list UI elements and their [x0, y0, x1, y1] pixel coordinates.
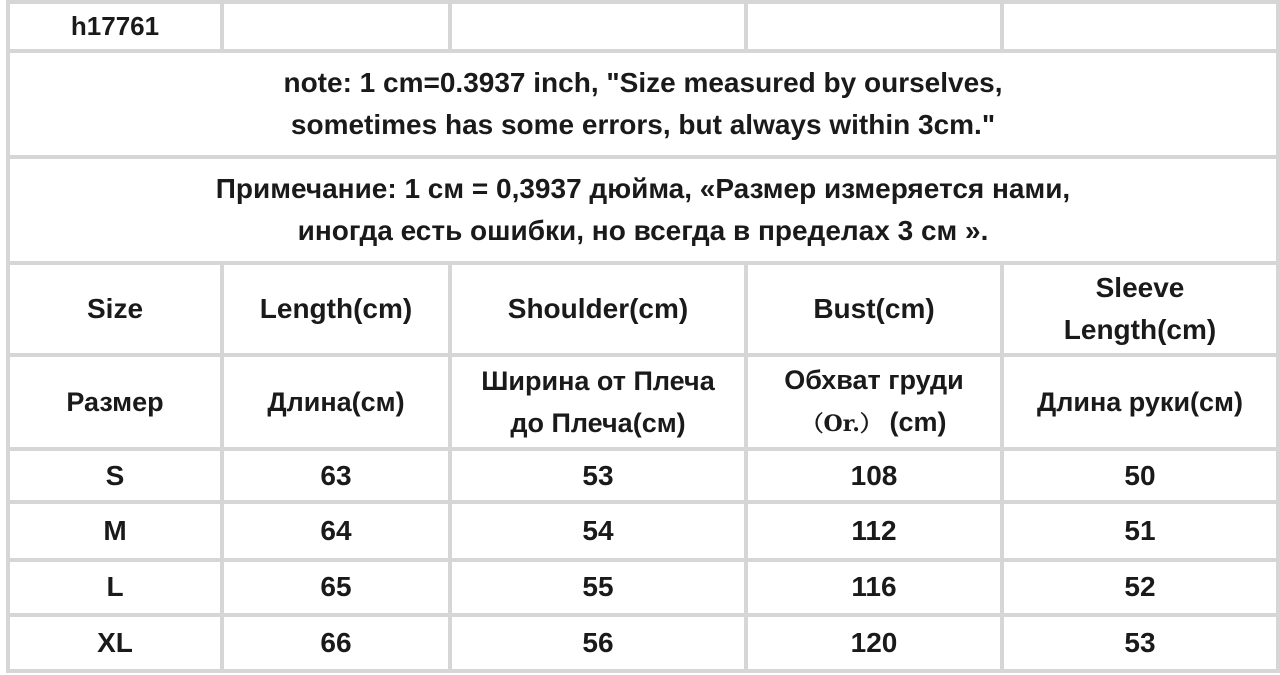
- table-row: [8, 449, 1278, 502]
- note-russian[interactable]: [8, 157, 1278, 263]
- header-ru-row: [8, 355, 1278, 449]
- cell-size[interactable]: L: [8, 560, 222, 615]
- table-row: [8, 502, 1278, 559]
- header-en-row: [8, 263, 1278, 355]
- header-ru-bust-og: （Or.）: [801, 411, 882, 438]
- header-sleeve[interactable]: [1002, 263, 1278, 355]
- product-code[interactable]: h17761: [8, 2, 222, 51]
- cell-bust[interactable]: 112: [746, 502, 1002, 559]
- header-ru-shoulder-line-2: до Плеча(см): [510, 408, 686, 439]
- cell-shoulder[interactable]: 53: [450, 449, 746, 502]
- header-bust[interactable]: Bust(cm): [746, 263, 1002, 355]
- empty-cell[interactable]: [450, 2, 746, 51]
- note-english[interactable]: [8, 51, 1278, 157]
- note-ru-line-1: Примечание: 1 см = 0,3937 дюйма, «Размер измеряется нами,: [215, 173, 1071, 205]
- note-ru-line-2: иногда есть ошибки, но всегда в пределах 3 см ».: [297, 215, 989, 247]
- header-ru-bust[interactable]: [746, 355, 1002, 449]
- size-rows: [8, 449, 1278, 671]
- header-ru-bust-line-2: [752, 401, 996, 445]
- header-ru-bust-unit: (cm): [889, 407, 947, 438]
- cell-size[interactable]: M: [8, 502, 222, 559]
- header-length[interactable]: Length(cm): [222, 263, 450, 355]
- note-en-line-2: sometimes has some errors, but always within 3cm.": [290, 109, 996, 141]
- cell-size[interactable]: S: [8, 449, 222, 502]
- note-en-row: [8, 51, 1278, 157]
- cell-bust[interactable]: 120: [746, 615, 1002, 671]
- header-ru-shoulder-line-1: Ширина от Плеча: [481, 366, 715, 397]
- empty-cell[interactable]: [222, 2, 450, 51]
- cell-bust[interactable]: 116: [746, 560, 1002, 615]
- cell-length[interactable]: 64: [222, 502, 450, 559]
- cell-sleeve[interactable]: 51: [1002, 502, 1278, 559]
- header-ru-length[interactable]: Длина(см): [222, 355, 450, 449]
- cell-shoulder[interactable]: 54: [450, 502, 746, 559]
- header-size[interactable]: Size: [8, 263, 222, 355]
- header-sleeve-line-1: Sleeve: [1095, 272, 1185, 304]
- empty-cell[interactable]: [746, 2, 1002, 51]
- cell-length[interactable]: 66: [222, 615, 450, 671]
- table-row: [8, 615, 1278, 671]
- cell-length[interactable]: 63: [222, 449, 450, 502]
- cell-bust[interactable]: 108: [746, 449, 1002, 502]
- header-ru-size[interactable]: Размер: [8, 355, 222, 449]
- cell-length[interactable]: 65: [222, 560, 450, 615]
- size-chart-table: [6, 0, 1280, 673]
- cell-sleeve[interactable]: 50: [1002, 449, 1278, 502]
- header-ru-bust-line-1: Обхват груди: [784, 365, 964, 396]
- header-sleeve-line-2: Length(cm): [1063, 314, 1217, 346]
- header-ru-shoulder[interactable]: [450, 355, 746, 449]
- table-row: [8, 560, 1278, 615]
- cell-size[interactable]: XL: [8, 615, 222, 671]
- cell-shoulder[interactable]: 56: [450, 615, 746, 671]
- header-ru-sleeve[interactable]: Длина руки(см): [1002, 355, 1278, 449]
- empty-cell[interactable]: [1002, 2, 1278, 51]
- note-ru-row: [8, 157, 1278, 263]
- cell-sleeve[interactable]: 52: [1002, 560, 1278, 615]
- note-en-line-1: note: 1 cm=0.3937 inch, "Size measured by ourselves,: [283, 67, 1003, 99]
- code-row: [8, 2, 1278, 51]
- cell-shoulder[interactable]: 55: [450, 560, 746, 615]
- cell-sleeve[interactable]: 53: [1002, 615, 1278, 671]
- header-shoulder[interactable]: Shoulder(cm): [450, 263, 746, 355]
